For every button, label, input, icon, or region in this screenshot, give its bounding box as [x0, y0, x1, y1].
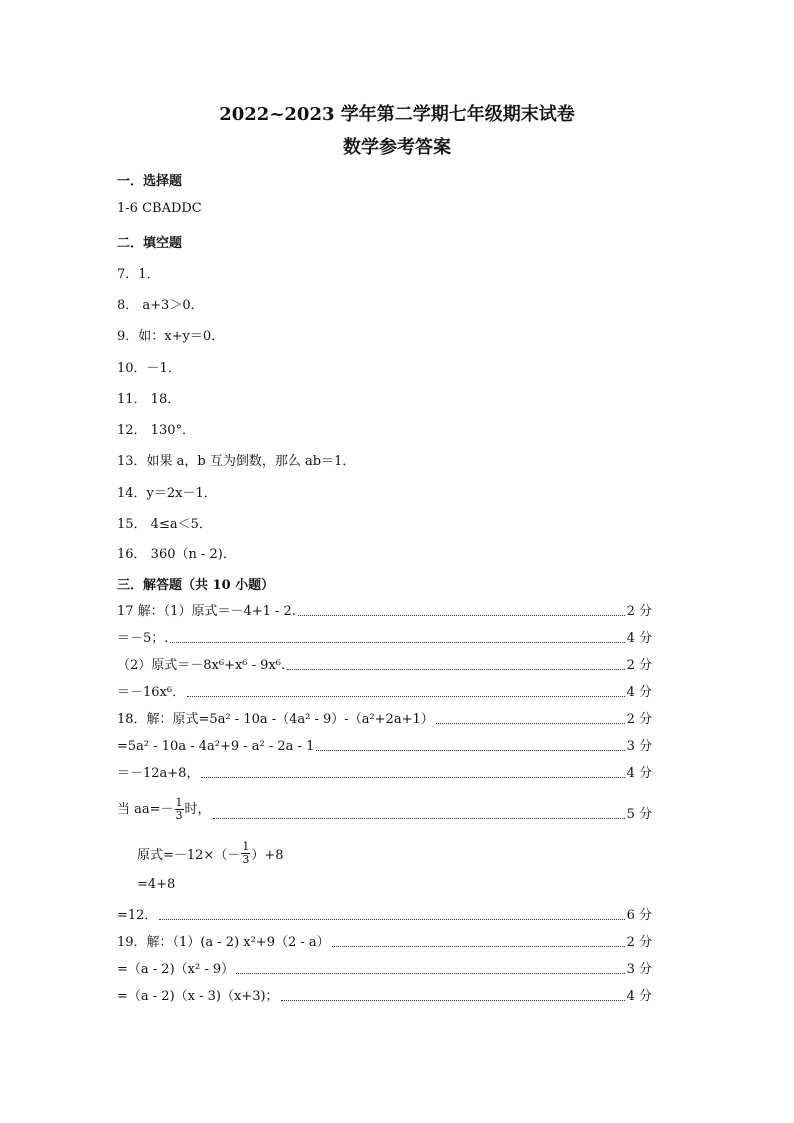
solution-text: [137, 838, 672, 868]
fraction-denominator: 3: [175, 809, 183, 822]
dot-leader: [159, 919, 624, 920]
dot-leader: [316, 750, 624, 751]
dot-leader: [287, 669, 624, 670]
solution-line: [117, 763, 652, 781]
fraction-numerator: 1: [242, 839, 250, 853]
solution-line: [117, 682, 652, 700]
fill-answer-11: 11． 18．: [117, 392, 181, 407]
solution-line: [117, 905, 652, 923]
solution-text: ＝－12a+8，: [117, 766, 200, 781]
fill-answer-13: 13．如果 a，b 互为倒数，那么 ab＝1．: [117, 454, 356, 469]
solution-line: [117, 932, 652, 950]
solution-text: =4+8: [137, 877, 176, 892]
dot-leader: [201, 777, 624, 778]
score-points: 5 分: [626, 807, 652, 822]
solution-line: [117, 792, 652, 822]
fill-answer-9: 9．如：x+y＝0．: [117, 329, 225, 344]
fill-answer-15: 15． 4≤a＜5．: [117, 517, 212, 532]
fraction: [175, 797, 184, 822]
score-points: 3 分: [626, 739, 652, 754]
fraction: [241, 841, 250, 866]
solution-line: [117, 736, 652, 754]
solution-text: 17 解：（1）原式＝－4+1 - 2.: [117, 604, 296, 619]
solution-text-prefix: 当 aa=－: [117, 802, 174, 817]
solution-line: [117, 628, 652, 646]
score-points: 4 分: [626, 631, 652, 646]
page-subtitle: 数学参考答案: [343, 137, 451, 158]
solution-line: [117, 655, 652, 673]
dot-leader: [213, 818, 625, 819]
solution-text: 18．解：原式=5a² - 10a -（4a² - 9）-（a²+2a+1）: [117, 712, 434, 727]
fill-answer-7: 7．1．: [117, 267, 160, 282]
solution-text: =5a² - 10a - 4a²+9 - a² - 2a - 1: [117, 739, 315, 754]
choice-answer: 1-6 CBADDC: [117, 201, 202, 216]
solution-text: （2）原式＝－8x⁶+x⁶ - 9x⁶.: [117, 658, 286, 673]
score-points: 2 分: [626, 658, 652, 673]
solution-text-prefix: 原式=－12×（－: [137, 847, 241, 863]
solution-text: ＝－5；.: [117, 631, 169, 646]
section-heading-solve: 三．解答题（共 10 小题）: [117, 578, 275, 593]
score-points: 6 分: [626, 908, 652, 923]
dot-leader: [236, 973, 624, 974]
dot-leader: [298, 615, 625, 616]
dot-leader: [332, 946, 625, 947]
dot-leader: [281, 1000, 625, 1001]
score-points: 4 分: [626, 685, 652, 700]
solution-line: [117, 959, 652, 977]
solution-text: 19．解：（1）(a - 2) x²+9（2 - a）: [117, 935, 330, 950]
dot-leader: [187, 696, 625, 697]
score-points: 2 分: [626, 935, 652, 950]
solution-line: [117, 601, 652, 619]
section-heading-fill: 二．填空题: [117, 236, 183, 251]
dot-leader: [436, 723, 625, 724]
solution-text: =12．: [117, 908, 158, 923]
dot-leader: [170, 642, 624, 643]
solution-text-suffix: 时，: [184, 802, 211, 817]
fill-answer-12: 12． 130°．: [117, 423, 195, 438]
section-heading-choice: 一．选择题: [117, 174, 183, 189]
solution-text: =（a - 2)（x² - 9）: [117, 962, 235, 977]
fill-answer-14: 14．y＝2x－1．: [117, 486, 217, 501]
solution-line: [117, 986, 652, 1004]
solution-line: [117, 709, 652, 727]
fill-answer-10: 10．－1．: [117, 361, 181, 376]
solution-text: [117, 797, 211, 822]
score-points: 2 分: [626, 604, 652, 619]
score-points: 2 分: [626, 712, 652, 727]
solution-text: ＝－16x⁶．: [117, 685, 186, 700]
score-points: 4 分: [626, 766, 652, 781]
fill-answer-8: 8． a+3＞0．: [117, 298, 204, 313]
score-points: 4 分: [626, 989, 652, 1004]
fraction-numerator: 1: [175, 796, 183, 809]
solution-text-suffix: ）+8: [251, 847, 284, 863]
fill-answer-16: 16． 360（n - 2)．: [117, 547, 236, 562]
fraction-denominator: 3: [242, 852, 250, 866]
solution-text: =（a - 2)（x - 3)（x+3)；: [117, 989, 279, 1004]
score-points: 3 分: [626, 962, 652, 977]
page-title: 2022~2023 学年第二学期七年级期末试卷: [219, 104, 575, 125]
